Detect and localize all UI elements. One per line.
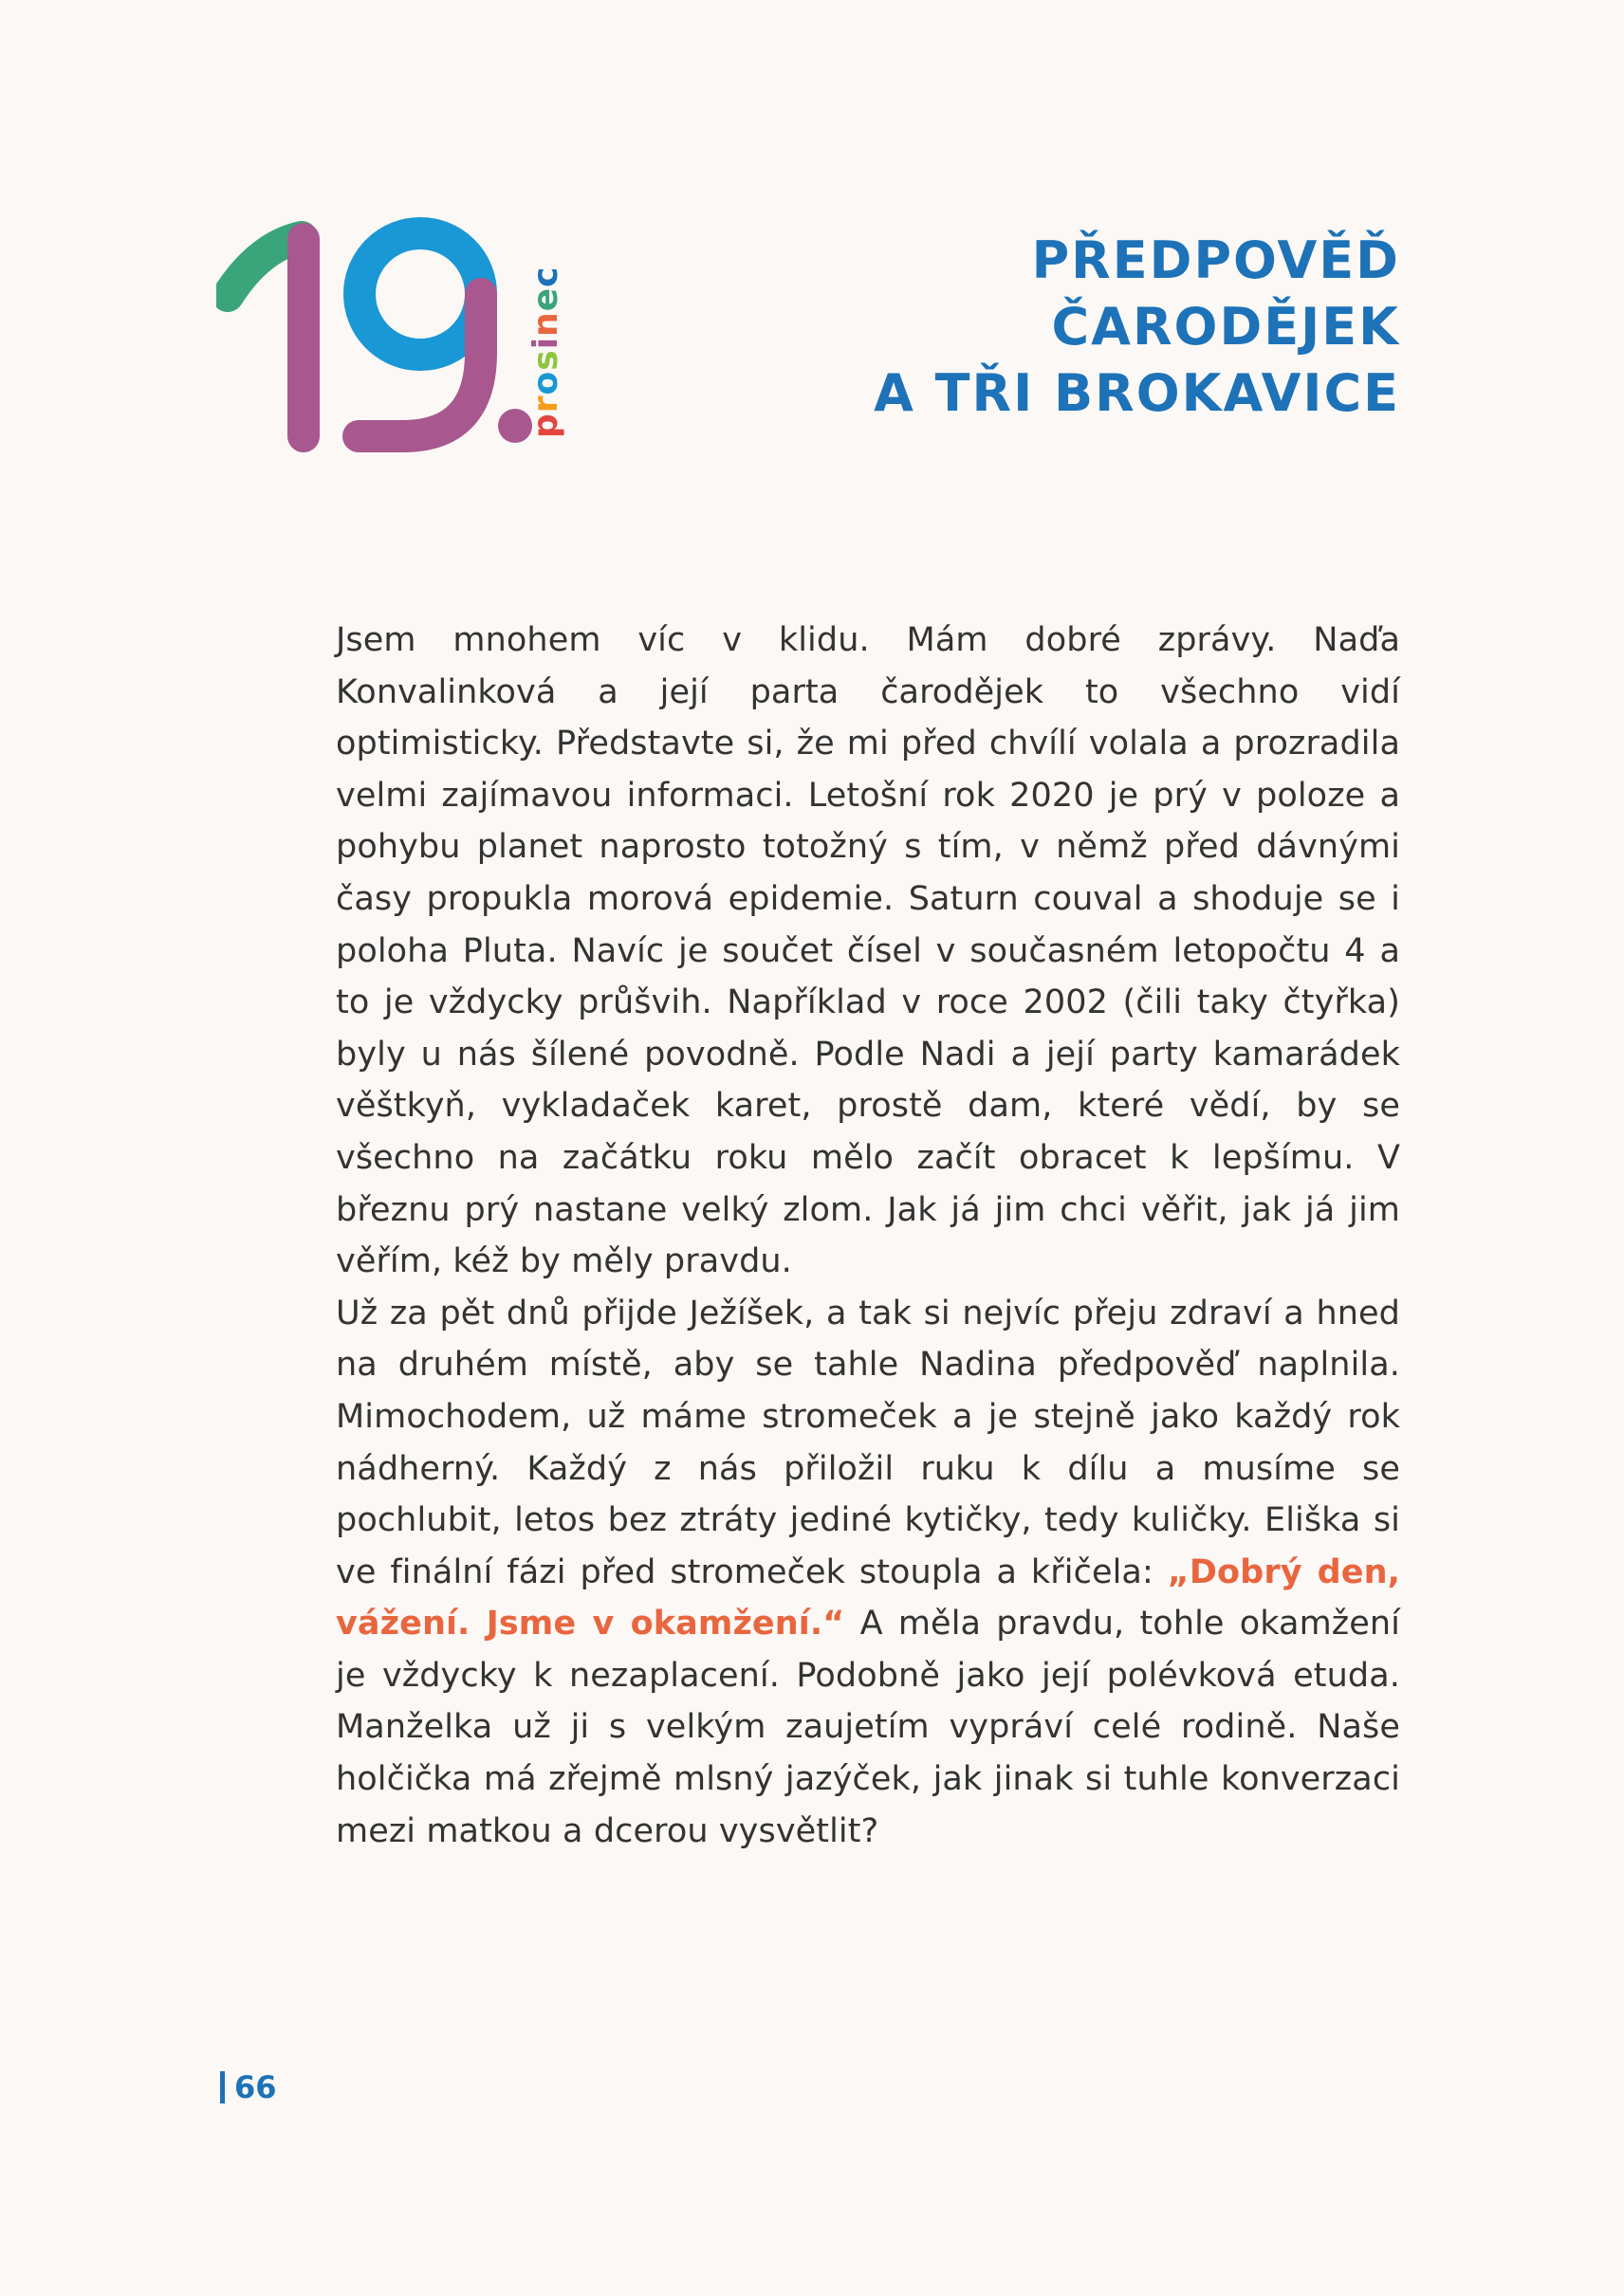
digit-nine-bowl <box>360 233 481 355</box>
month-letter: i <box>526 336 565 350</box>
quote-highlight: „Dobrý den, vážení. Jsme v okamžení.“ <box>336 1552 1400 1644</box>
month-label <box>526 266 565 438</box>
month-letter: r <box>526 395 565 413</box>
paragraph <box>336 1288 1400 1858</box>
page-number-text: 66 <box>234 2069 277 2105</box>
month-letter: c <box>526 266 565 287</box>
chapter-title <box>874 228 1400 427</box>
title-line: PŘEDPOVĚĎ <box>1031 230 1400 290</box>
day-number-graphic <box>216 211 539 457</box>
title-line: ČARODĚJEK <box>1051 297 1400 357</box>
page-number <box>220 2069 277 2105</box>
paragraph-text: Už za pět dnů přijde Ježíšek, a tak si nejvíc přeju zdraví a hned na druhém místě, aby se tahle Nadina předpověď naplnila. Mimochodem, už máme stromeček a je stejně jako každý rok nádherný. Každý z nás přiložil ruku k dílu a musíme se pochlubit, letos bez ztráty jediné kytičky, tedy kuličky. Eliška si ve finální fázi před stromeček stoupla a křičela: <box>336 1294 1400 1591</box>
paragraph-text: A měla pravdu, tohle okamžení je vždycky k nezaplacení. Podobně jako její polévková etuda. Manželka už ji s velkým zaujetím vypráví celé rodině. Naše holčička má zřejmě mlsný jazýček, jak jinak si tuhle konverzaci mezi matkou a dcerou vysvětlit? <box>336 1605 1400 1850</box>
title-line: A TŘI BROKAVICE <box>874 363 1400 423</box>
page-number-bar <box>220 2071 225 2103</box>
month-letter: p <box>526 413 565 438</box>
month-letter: o <box>526 370 565 395</box>
month-letter: s <box>526 349 565 371</box>
paragraph: Jsem mnohem víc v klidu. Mám dobré zprávy. Naďa Konvalinková a její parta čarodějek to všechno vidí optimisticky. Představte si, že mi před chvílí volala a prozradila velmi zajímavou informaci. Letošní rok 2020 je prý v poloze a pohybu planet naprosto totožný s tím, v němž před dávnými časy propukla morová epidemie. Saturn couval a shoduje se i poloha Pluta. Navíc je součet čísel v současném letopočtu 4 a to je vždycky průšvih. Například v roce 2002 (čili taky čtyřka) byly u nás šílené povodně. Podle Nadi a její party kamarádek věštkyň, vykladaček karet, prostě dam, které vědí, by se všechno na začátku roku mělo začít obracet k lepšímu. V březnu prý nastane velký zlom. Jak já jim chci věřit, jak já jim věřím, kéž by měly pravdu. <box>336 621 1400 1281</box>
month-letter: n <box>526 311 565 337</box>
body-text <box>336 615 1400 1857</box>
month-letter: e <box>526 286 565 312</box>
